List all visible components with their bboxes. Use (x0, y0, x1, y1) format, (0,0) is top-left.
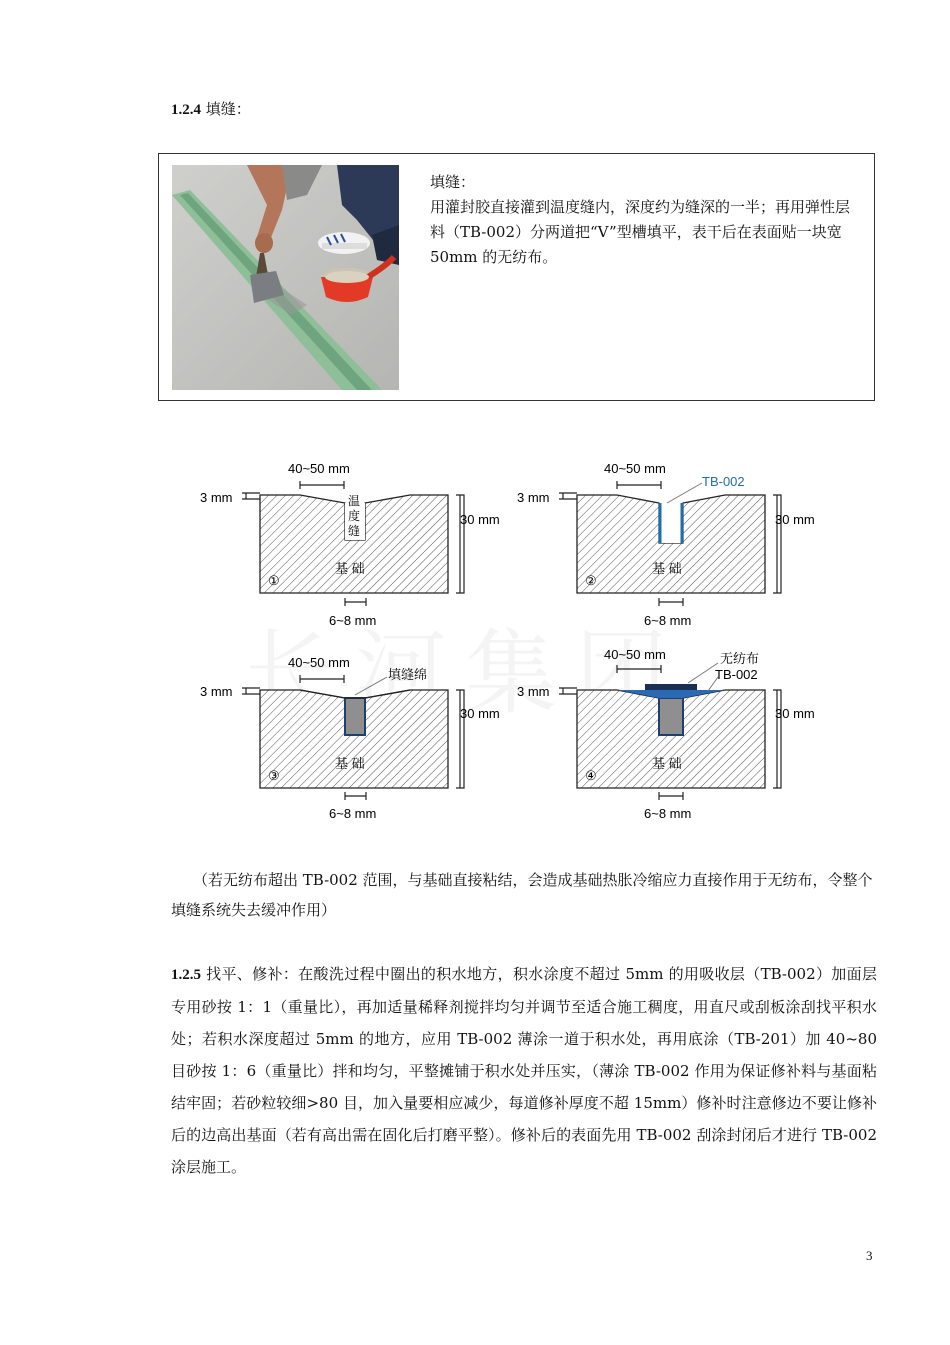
section-title: 填缝： (205, 100, 251, 118)
fabric-label: 无纺布 (720, 651, 760, 666)
section-body: 找平、修补：在酸洗过程中圈出的积水地方，积水涂度不超过 5mm 的用吸收层（TB-002）加面层专用砂按 1：1（重量比），再加适量稀释剂搅拌均匀并调节至适合施工稠度，用直尺或刮板涂刮找平积水处；若积水深度超过 5mm 的地方，应用 TB-002 薄涂一道于积水处，再用底涂（TB-201）加 40~80 目砂按 1：6（重量比）拌和均匀，平整摊铺于积水处并压实，（薄涂 TB-002 作用为保证修补料与基面粘结牢固；若砂粒较细>80 目，加入量要相应减少，每道修补厚度不超 15mm）修补时注意修边不要让修补后的边高出基面（若有高出需在固化后打磨平整）。修补后的表面先用 TB-002 刮涂封闭后才进行 TB-002 涂层施工。 (171, 965, 877, 1176)
diagram-step-2 (577, 495, 765, 593)
width-label: 40~50 mm (288, 655, 350, 670)
base-label: 基 础 (652, 756, 682, 771)
box-heading: 填缝： (430, 173, 476, 191)
diagram-step-1 (260, 494, 448, 593)
section-number: 1.2.4 (171, 102, 201, 118)
note-paragraph: （若无纺布超出 TB-002 范围，与基础直接粘结，会造成基础热胀冷缩应力直接作用于无纺布，令整个填缝系统失去缓冲作用） (171, 871, 873, 919)
section-heading-1-2-4 (171, 98, 251, 119)
left-depth-label: 3 mm (517, 490, 550, 505)
bottom-width-label: 6~8 mm (644, 806, 692, 821)
tb-label: TB-002 (702, 474, 745, 489)
right-depth-label: 30 mm (460, 706, 500, 721)
tb-label: TB-002 (715, 667, 758, 682)
right-depth-label: 30 mm (775, 512, 815, 527)
diagram-step-3 (260, 690, 448, 788)
width-label: 40~50 mm (288, 461, 350, 476)
box-body: 用灌封胶直接灌到温度缝内，深度约为缝深的一半；再用弹性层料（TB-002）分两道把“V”型槽填平，表干后在表面贴一块宽 50mm 的无纺布。 (430, 198, 851, 266)
left-depth-label: 3 mm (200, 684, 233, 699)
joint-label-2: 度 (348, 509, 361, 523)
base-label: 基 础 (335, 561, 365, 576)
section-number: 1.2.5 (171, 967, 201, 983)
left-depth-label: 3 mm (517, 684, 550, 699)
section-1-2-5 (171, 958, 877, 1183)
right-depth-label: 30 mm (775, 706, 815, 721)
left-depth-label: 3 mm (200, 490, 233, 505)
width-label: 40~50 mm (604, 647, 666, 662)
step-label: ① (268, 573, 280, 588)
width-label: 40~50 mm (604, 461, 666, 476)
right-depth-label: 30 mm (460, 512, 500, 527)
joint-label-1: 温 (348, 494, 361, 508)
joint-filling-photo (172, 165, 399, 390)
step-label: ② (585, 573, 597, 588)
joint-filling-text (430, 170, 860, 270)
bottom-width-label: 6~8 mm (329, 613, 377, 628)
diagram-step-4 (577, 684, 765, 788)
bottom-width-label: 6~8 mm (329, 806, 377, 821)
step-label: ③ (268, 768, 280, 783)
joint-filling-diagram (190, 455, 830, 830)
step-label: ④ (585, 768, 597, 783)
page-number: 3 (866, 1248, 873, 1263)
bottom-width-label: 6~8 mm (644, 613, 692, 628)
base-label: 基 础 (335, 756, 365, 771)
foam-label: 填缝绵 (388, 667, 428, 682)
joint-label-3: 缝 (348, 524, 361, 538)
base-label: 基 础 (652, 561, 682, 576)
